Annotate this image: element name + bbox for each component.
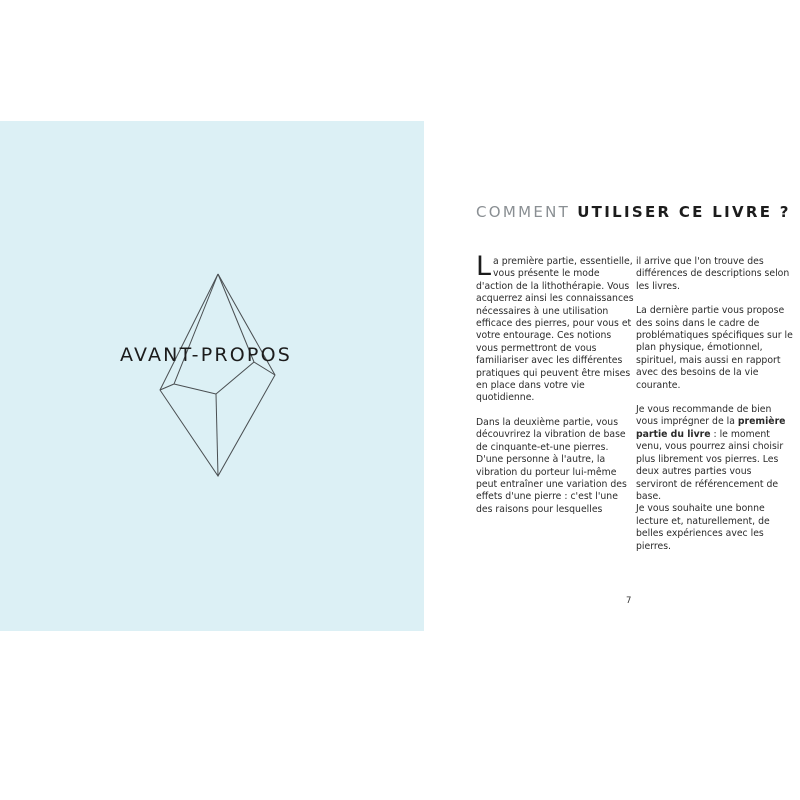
paragraph-text: a première partie, essentielle, vous présente le mode d'action de la lithothérapie. Vous acquerrez ainsi les connaissances nécessaires à une utilisation efficace des pierres, pour vous et votre entourage. Ces notions vous permettront de vous familiariser avec les différentes pratiques qui peuvent être mises en place dans votre vie quotidienne. [476, 256, 634, 404]
heading-light-part: COMMENT [476, 203, 578, 221]
dropcap-letter: L [476, 251, 492, 282]
paragraph: Je vous souhaite une bonne lecture et, naturellement, de belles expériences avec les pierres. [636, 503, 770, 552]
crystal-illustration [158, 270, 282, 480]
avant-propos-title: AVANT-PROPOS [120, 344, 292, 366]
page-number: 7 [626, 596, 632, 606]
paragraph: il arrive que l'on trouve des différences de descriptions selon les livres. [636, 256, 790, 292]
section-heading [476, 203, 796, 221]
paragraph-text: Je vous recommande de bien vous imprégner de la [636, 404, 772, 428]
paragraph [476, 251, 634, 405]
paragraph-emphasis: première partie du livre [636, 416, 786, 440]
paragraph-text: : le moment venu, vous pourrez ainsi choisir plus librement vos pierres. Les deux autres parties vous serviront de référencement de base. [636, 428, 784, 502]
paragraph: Dans la deuxième partie, vous découvrirez la vibration de base de cinquante-et-une pierres. D'une personne à l'autre, la vibration du porteur lui-même peut entraîner une variation des effets d'une pierre : c'est l'une des raisons pour lesquelles [476, 416, 627, 515]
heading-bold-part: UTILISER CE LIVRE ? [577, 203, 791, 221]
paragraph [636, 404, 794, 503]
text-column-left [476, 251, 634, 528]
paragraph: La dernière partie vous propose des soins dans le cadre de problématiques spécifiques sur le plan physique, émotionnel, spirituel, mais aussi en rapport avec des besoins de la vie courante. [636, 305, 793, 391]
text-column-right [636, 256, 794, 565]
